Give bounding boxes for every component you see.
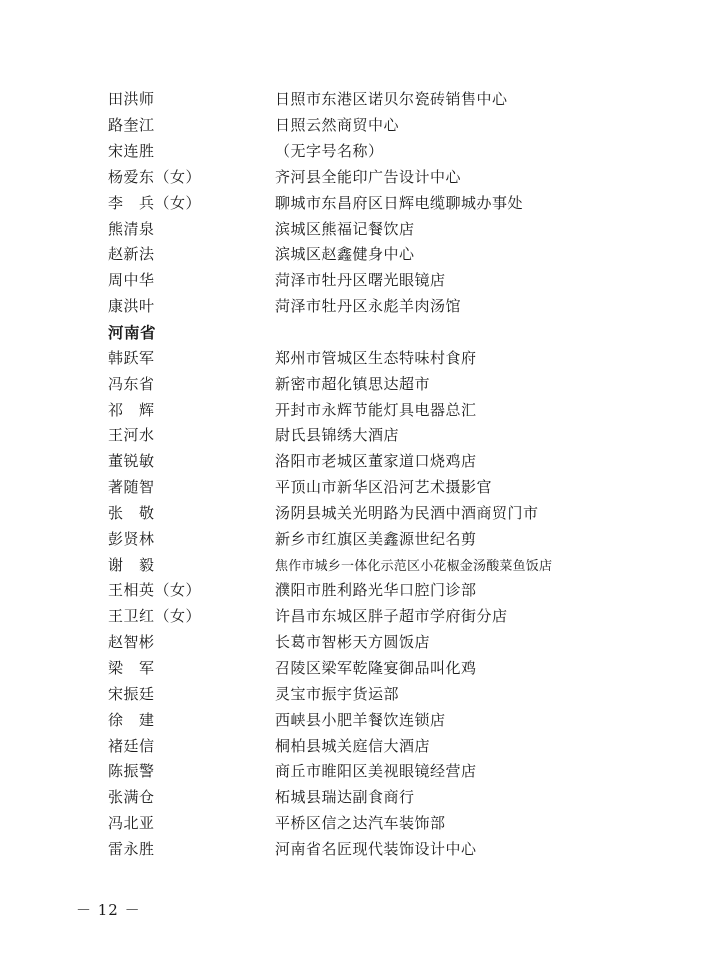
list-item bbox=[108, 784, 668, 810]
business-name: 西峡县小肥羊餐饮连锁店 bbox=[275, 710, 446, 729]
business-name: 聊城市东昌府区日辉电缆聊城办事处 bbox=[275, 193, 524, 212]
list-item bbox=[108, 112, 668, 138]
list-item bbox=[108, 629, 668, 655]
business-name: 商丘市睢阳区美视眼镜经营店 bbox=[275, 762, 477, 781]
list-item bbox=[108, 732, 668, 758]
business-name: 洛阳市老城区董家道口烧鸡店 bbox=[275, 452, 477, 471]
business-name: 柘城县瑞达副食商行 bbox=[275, 788, 415, 807]
business-name: 汤阴县城关光明路为民酒中酒商贸门市 bbox=[275, 503, 539, 522]
person-name: 杨爱东（女） bbox=[108, 167, 202, 186]
list-item bbox=[108, 293, 668, 319]
list-item bbox=[108, 164, 668, 190]
person-name: 宋振廷 bbox=[108, 684, 155, 703]
list-item bbox=[108, 655, 668, 681]
list-item bbox=[108, 525, 668, 551]
province-heading-text: 河南省 bbox=[108, 323, 157, 342]
list-item bbox=[108, 422, 668, 448]
list-item bbox=[108, 86, 668, 112]
person-name: 王河水 bbox=[108, 426, 155, 445]
list-item bbox=[108, 835, 668, 861]
business-name: 河南省名匠现代装饰设计中心 bbox=[275, 839, 477, 858]
business-name: 召陵区梁军乾隆宴御品叫化鸡 bbox=[275, 658, 477, 677]
person-name: 梁 军 bbox=[108, 658, 155, 677]
business-name: 菏泽市牡丹区永彪羊肉汤馆 bbox=[275, 297, 462, 316]
person-name: 王相英（女） bbox=[108, 581, 202, 600]
business-name: 新密市超化镇思达超市 bbox=[275, 374, 431, 393]
person-name: 王卫红（女） bbox=[108, 607, 202, 626]
page-number: － 12 － bbox=[76, 901, 141, 919]
person-name: 彭贤林 bbox=[108, 529, 155, 548]
list-item bbox=[108, 138, 668, 164]
person-name: 韩跃军 bbox=[108, 348, 155, 367]
business-name: 开封市永辉节能灯具电器总汇 bbox=[275, 400, 477, 419]
list-item bbox=[108, 474, 668, 500]
list-item bbox=[108, 577, 668, 603]
business-name: 齐河县全能印广告设计中心 bbox=[275, 167, 462, 186]
business-name: 许昌市东城区胖子超市学府街分店 bbox=[275, 607, 508, 626]
business-name: 焦作市城乡一体化示范区小花椒金汤酸菜鱼饭店 bbox=[275, 558, 553, 574]
list-item bbox=[108, 706, 668, 732]
list-item bbox=[108, 758, 668, 784]
business-name: 日照市东港区诺贝尔瓷砖销售中心 bbox=[275, 90, 508, 109]
person-name: 赵新法 bbox=[108, 245, 155, 264]
person-name: 熊清泉 bbox=[108, 219, 155, 238]
person-name: 路奎江 bbox=[108, 116, 155, 135]
person-name: 康洪叶 bbox=[108, 297, 155, 316]
person-name: 宋连胜 bbox=[108, 142, 155, 161]
list-item bbox=[108, 551, 668, 577]
honoree-list bbox=[108, 86, 668, 861]
business-name: 滨城区赵鑫健身中心 bbox=[275, 245, 415, 264]
person-name: 雷永胜 bbox=[108, 839, 155, 858]
business-name: （无字号名称） bbox=[275, 142, 384, 161]
list-item bbox=[108, 603, 668, 629]
business-name: 尉氏县锦绣大酒店 bbox=[275, 426, 400, 445]
person-name: 徐 建 bbox=[108, 710, 155, 729]
list-item bbox=[108, 241, 668, 267]
list-item bbox=[108, 448, 668, 474]
list-item bbox=[108, 810, 668, 836]
province-heading bbox=[108, 319, 668, 345]
list-item bbox=[108, 500, 668, 526]
list-item bbox=[108, 680, 668, 706]
person-name: 田洪师 bbox=[108, 90, 155, 109]
list-item bbox=[108, 396, 668, 422]
person-name: 祁 辉 bbox=[108, 400, 155, 419]
list-item bbox=[108, 267, 668, 293]
person-name: 张满仓 bbox=[108, 788, 155, 807]
business-name: 菏泽市牡丹区曙光眼镜店 bbox=[275, 271, 446, 290]
business-name: 桐柏县城关庭信大酒店 bbox=[275, 736, 431, 755]
person-name: 著随智 bbox=[108, 478, 155, 497]
list-item bbox=[108, 215, 668, 241]
person-name: 张 敬 bbox=[108, 503, 155, 522]
person-name: 陈振警 bbox=[108, 762, 155, 781]
business-name: 日照云然商贸中心 bbox=[275, 116, 400, 135]
person-name: 董锐敏 bbox=[108, 452, 155, 471]
list-item bbox=[108, 370, 668, 396]
business-name: 灵宝市振宇货运部 bbox=[275, 684, 400, 703]
person-name: 冯北亚 bbox=[108, 814, 155, 833]
business-name: 长葛市智彬天方圆饭店 bbox=[275, 633, 431, 652]
business-name: 濮阳市胜利路光华口腔门诊部 bbox=[275, 581, 477, 600]
business-name: 郑州市管城区生态特味村食府 bbox=[275, 348, 477, 367]
list-item bbox=[108, 189, 668, 215]
person-name: 褚廷信 bbox=[108, 736, 155, 755]
person-name: 周中华 bbox=[108, 271, 155, 290]
business-name: 新乡市红旗区美鑫源世纪名剪 bbox=[275, 529, 477, 548]
person-name: 赵智彬 bbox=[108, 633, 155, 652]
person-name: 李 兵（女） bbox=[108, 193, 202, 212]
person-name: 谢 毅 bbox=[108, 555, 155, 574]
person-name: 冯东省 bbox=[108, 374, 155, 393]
business-name: 平桥区信之达汽车装饰部 bbox=[275, 814, 446, 833]
list-item bbox=[108, 344, 668, 370]
business-name: 滨城区熊福记餐饮店 bbox=[275, 219, 415, 238]
business-name: 平顶山市新华区沿河艺术摄影官 bbox=[275, 478, 493, 497]
